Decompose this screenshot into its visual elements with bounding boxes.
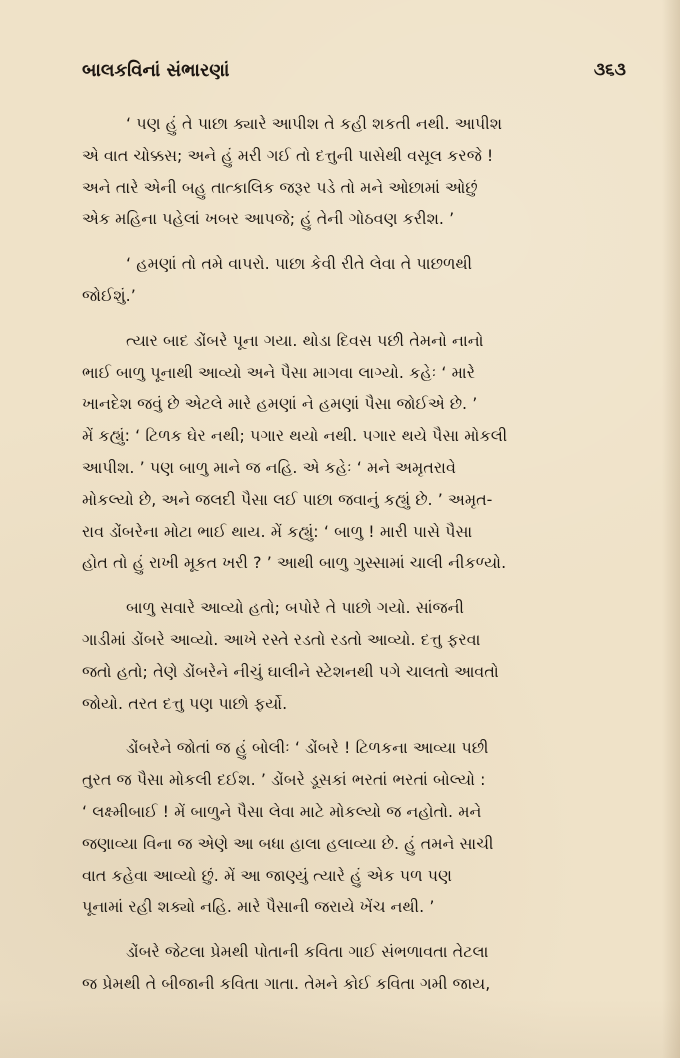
paragraph-line: ભાઈ બાળુ પૂનાથી આવ્યો અને પૈસા માગવા લાગ્યો. કહેઃ ‘ મારે (82, 362, 476, 382)
running-title: બાલકવિનાં સંભારણાં (82, 60, 230, 81)
paragraph-line: પૂનામાં રહી શક્યો નહિ. મારે પૈસાની જરાયે ખેંચ નથી. ’ (82, 897, 435, 917)
paragraph-line: જ પ્રેમથી તે બીજાની કવિતા ગાતા. તેમને કોઈ કવિતા ગમી જાય, (82, 973, 491, 993)
paragraph-2 (82, 248, 592, 312)
paragraph-line: તુરત જ પૈસા મોકલી દઈશ. ’ ડોંબરે ડૂસકાં ભરતાં ભરતાં બોલ્યો : (82, 770, 486, 790)
page-header (82, 60, 626, 84)
paragraph-line: જણાવ્યા વિના જ એણે આ બધા હાલા હલાવ્યા છે. હું તમને સાચી (82, 833, 494, 853)
paragraph-line: ત્યાર બાદ ડોંબરે પૂના ગયા. થોડા દિવસ પછી તેમનો નાનો (126, 330, 484, 350)
paragraph-line: ગાડીમાં ડોંબરે આવ્યો. આખે રસ્તે રડતો રડતો આવ્યો. દત્તુ ફરવા (82, 629, 481, 649)
paragraph-line: એક મહિના પહેલાં ખબર આપજે; હું તેની ગોઠવણ કરીશ. ’ (82, 209, 455, 229)
paragraph-line: અને તારે એની બહુ તાત્કાલિક જરૂર પડે તો મને ઓછામાં ઓછું (82, 177, 478, 197)
paragraph-line: ‘ પણ હું તે પાછા ક્યારે આપીશ તે કહી શકતી નથી. આપીશ (126, 114, 503, 133)
paragraph-4 (82, 592, 592, 719)
paragraph-line: ‘ લક્ષ્મીબાઈ ! મેં બાળુને પૈસા લેવા માટે મોકલ્યો જ નહોતો. મને (82, 801, 482, 821)
paragraph-line: જતો હતો; તેણે ડોંબરેને નીચું ઘાલીને સ્ટેશનથી પગે ચાલતો આવતો (82, 661, 499, 681)
paragraph-line: વાત કહેવા આવ્યો છું. મેં આ જાણ્યું ત્યારે હું એક પળ પણ (82, 865, 452, 885)
paragraph-line: ‘ હમણાં તો તમે વાપરો. પાછા કેવી રીતે લેવા તે પાછળથી (126, 254, 473, 274)
paragraph-1 (82, 108, 592, 235)
paragraph-line: એ વાત ચોક્કસ; અને હું મરી ગઈ તો દત્તુની પાસેથી વસૂલ કરજે ! (82, 145, 494, 165)
paragraph-3 (82, 325, 592, 579)
page-body (82, 108, 592, 1013)
paragraph-line: મોકલ્યો છે, અને જલદી પૈસા લઈ પાછા જવાનું કહ્યું છે. ’ અમૃત- (82, 489, 493, 509)
paragraph-line: ડોંબરેને જોતાં જ હું બોલીઃ ‘ ડોંબરે ! ટિળકના આવ્યા પછી (126, 738, 489, 758)
paragraph-line: જોઈશું.’ (82, 285, 136, 305)
paragraph-line: બાળુ સવારે આવ્યો હતો; બપોરે તે પાછો ગયો. સાંજની (126, 598, 464, 618)
paragraph-line: હોત તો હું રાખી મૂકત ખરી ? ’ આથી બાળુ ગુસ્સામાં ચાલી નીકળ્યો. (82, 553, 507, 573)
page-number: ૩૬૩ (593, 60, 626, 80)
paragraph-line: આપીશ. ’ પણ બાળુ માને જ નહિ. એ કહેઃ ‘ મને અમૃતરાવે (82, 457, 456, 477)
paragraph-line: રાવ ડોંબરેના મોટા ભાઈ થાય. મેં કહ્યું: ‘ બાળુ ! મારી પાસે પૈસા (82, 521, 473, 541)
paragraph-line: ડોંબરે જેટલા પ્રેમથી પોતાની કવિતા ગાઈ સંભળાવતા તેટલા (126, 942, 489, 962)
paragraph-5 (82, 732, 592, 923)
paragraph-line: ખાનદેશ જવું છે એટલે મારે હમણાં ને હમણાં પૈસા જોઈએ છે. ’ (82, 394, 478, 414)
paragraph-line: જોયો. તરત દત્તુ પણ પાછો ફર્યો. (82, 693, 288, 713)
paragraph-6 (82, 936, 592, 1000)
paragraph-line: મેં કહ્યું: ‘ ટિળક ઘેર નથી; પગાર થયો નથી. પગાર થયે પૈસા મોકલી (82, 426, 508, 446)
